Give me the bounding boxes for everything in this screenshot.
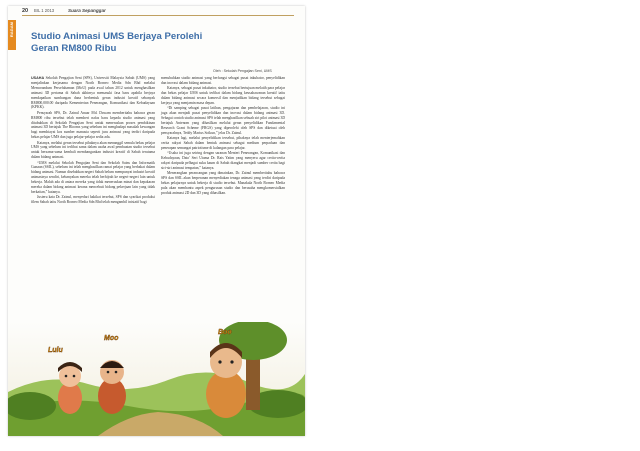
article-byline: Oleh : Sekolah Pengajian Seni, UMS: [213, 69, 272, 73]
publication-name: Suara Sepanggar: [68, 8, 106, 14]
paragraph: Pensyarah SPS, Dr. Zainul Anuar Md. Dawam memberitahu bahawa geran RM800 ribu tersebut telah memberi nafas baru kepada studio animasi yang ditubuhkan di Sekolah Pengajian Seni untuk meneruskan proses pembikinan animasi 3D bertajuk The Blooms yang sebelum ini menghadapi masalah kewangan bagi membiayai kos sumber manusia seperti juru animasi yang terdiri daripada bekas pelajar UMS dan juga pelajar-pelajar sedia ada.: [31, 110, 155, 140]
issue-label: BIL 1 2013: [34, 8, 55, 14]
paragraph: Katanya lagi, melalui penyelidikan tersebut, pihaknya telah menterjemahkan cerita rakyat Sabah dalam bentuk animasi sebagai medium perpaduan dan penerapan semangat patriotisme di kalangan para pelajar.: [161, 136, 285, 150]
article-title-line1: Studio Animasi UMS Berjaya Perolehi: [31, 31, 203, 42]
paragraph: USAHA Sekolah Pengajian Seni (SPS), Universiti Malaysia Sabah (UMS) yang menjalinkan kerjasama dengan North Borneo Media Sdn Bhd melalui Memorandum Persefahaman (MoU) pada awal tahun 2012 untuk menghasilkan animasi 3D pertama di Sabah akhirnya memasuki fasa baru apabila berjaya mendapatkan sumbangan dana berbentuk geran industri kreatif sebanyak RM800,000.00 daripada Kementerian Penerangan, Komunikasi dan Kebudayaan (KPKK).: [31, 76, 155, 110]
page-number: 20: [22, 8, 29, 14]
paragraph: Justeru kata Dr. Zainul, menyedari hakikat tersebut, SPS dan syarikat produksi filem Sabah iaitu North Borneo Media Sdn Bhd telah mengambil inisiatif bagi: [31, 195, 155, 205]
character-label-lulu: Lulu: [48, 347, 63, 354]
section-tab: [8, 20, 16, 50]
magazine-page: [8, 6, 305, 436]
section-tab-label: RAGAM: [9, 22, 14, 38]
paragraph: “Di samping sebagai pusat latihan, pengajaran dan pembelajaran, studio ini juga akan menjadi pusat penyelidikan dan inovasi dalam bidang animasi 3D. Sebagai contoh studio animasi SPS telah menghasilkan sebuah siri pilot animasi 3D bertajuk Antenom yang dihasilkan melalui geran penyelidikan Fundamental Research Grant Scheme (FRGS) yang diperolehi oleh SPS dan diketuai oleh pensyarahnya, Teddy Marius Soikun,” jelas Dr. Zainul.: [161, 106, 285, 135]
paragraph: Katanya, melalui geran tersebut pihaknya akan menanggil semula bekas pelajar UMS yang sebelum ini terlibat sama dalam usaha awal pembuatan studio tersebut untuk bersama-sama kembali membangunkan industri kreatif di Sabah terutama dalam bidang animasi.: [31, 140, 155, 160]
article-column-left: [31, 76, 155, 206]
article-title: [31, 31, 281, 54]
paragraph: Menerangkan perancangan yang dimainkan, Dr. Zainul memberitahu bahawa SPS dan SSIL akan berperanan menyediakan tenaga animasi yang terdiri daripada bekas pelajarnya untuk bekerja di studio tersebut. Manakala North Borneo Media pula akan membantu aspek pengurusan studio dan berusaha mengkomersialkan produk animasi 2D dan 3D yang dihasilkan.: [161, 171, 285, 195]
paragraph: Katanya, sebagai pusat inkubator, studio tersebut bertujuan melatih para pelajar dan bekas pelajar UMS untuk terlibat dalam bidang keusahawanan kreatif iaitu dalam bidang animasi secara komersil dan menjadikan bidang tersebut sebagai kerjaya yang menjamin masa depan.: [161, 86, 285, 105]
paragraph: “UMS melalui Sekolah Pengajian Seni dan Sekolah Sains dan Informatik Gunaan (SSIL), sebelum ini telah menghasilkan ramai pelajar yang berbakat dalam bidang animasi. Namun disebabkan negeri Sabah belum mempunyai industri kreatif animasinya sendiri, kebanyakan mereka telah berhijrah ke negeri-negeri lain untuk bekerja. Malah ada di antara mereka yang tidak meneruskan minat dan kepakaran mereka dalam bidang animasi kerana mencebuti bidang pekerjaan lain yang tidak berkaitan,” katanya.: [31, 160, 155, 195]
character-label-boo: Boo: [218, 329, 232, 336]
header-rule: [22, 15, 294, 16]
article-title-line2: Geran RM800 Ribu: [31, 42, 117, 54]
paragraph: “Usaha ini juga seiring dengan saranan Menteri Penerangan, Komunikasi dan Kebudayaan, Dato' Seri Utama Dr. Rais Yatim yang menyeru agar cerita-cerita rakyat daripada pelbagai suku kaum di Sabah diangkat menjadi sumber cerita bagi siri-siri animasi tempatan,” katanya.: [161, 151, 285, 170]
page-header: [8, 6, 305, 18]
article-column-right: [161, 76, 285, 196]
animation-illustration: [8, 322, 305, 436]
paragraph: menubuhkan studio animasi yang berfungsi sebagai pusat inkubator, penyelidikan dan inovasi dalam bidang animasi.: [161, 76, 285, 85]
lead-word: USAHA: [31, 76, 45, 80]
character-label-moo: Moo: [104, 335, 119, 342]
